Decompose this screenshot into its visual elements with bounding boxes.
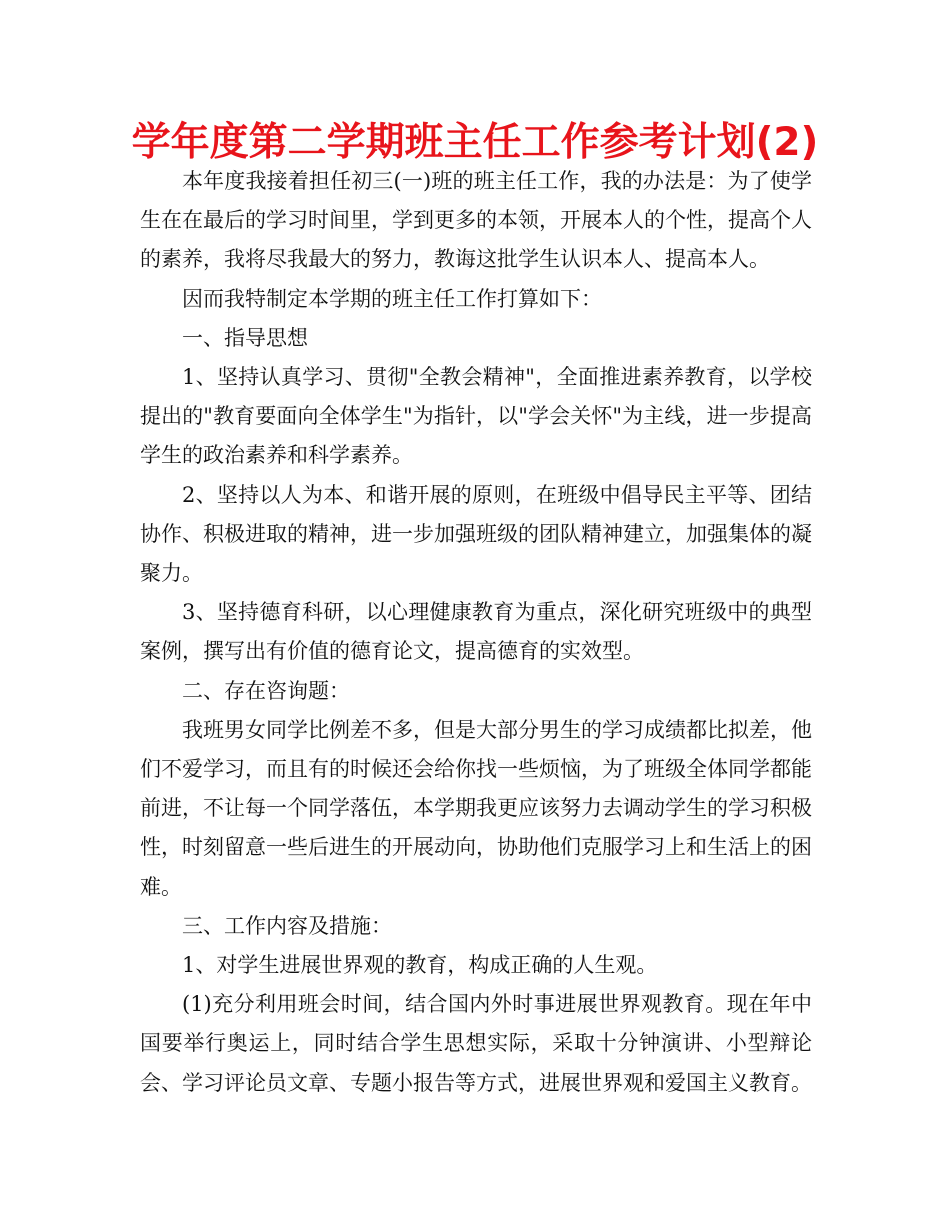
paragraph: 1、坚持认真学习、贯彻"全教会精神"，全面推进素养教育，以学校提出的"教育要面向全体学生"为指针，以"学会关怀"为主线，进一步提高学生的政治素养和科学素养。 — [140, 365, 812, 468]
paragraph: 我班男女同学比例差不多，但是大部分男生的学习成绩都比拟差，他们不爱学习，而且有的时候还会给你找一些烦恼，为了班级全体同学都能前进，不让每一个同学落伍，本学期我更应该努力去调动学生的学习积极性，时刻留意一些后进生的开展动向，协助他们克服学习上和生活上的困难。 — [140, 717, 812, 899]
paragraph: 1、对学生进展世界观的教育，构成正确的人生观。 — [182, 953, 658, 978]
section-heading: 三、工作内容及措施： — [182, 913, 392, 938]
document-body — [140, 162, 812, 1103]
paragraph: 本年度我接着担任初三(一)班的班主任工作，我的办法是：为了使学生在在最后的学习时间里，学到更多的本领，开展本人的个性，提高个人的素养，我将尽我最大的努力，教诲这批学生认识本人、提高本人。 — [140, 169, 812, 272]
section-heading: 二、存在咨询题： — [182, 678, 350, 703]
paragraph: 3、坚持德育科研，以心理健康教育为重点，深化研究班级中的典型案例，撰写出有价值的德育论文，提高德育的实效型。 — [140, 600, 812, 664]
paragraph: (1)充分利用班会时间，结合国内外时事进展世界观教育。现在年中国要举行奥运上，同时结合学生思想实际，采取十分钟演讲、小型辩论会、学习评论员文章、专题小报告等方式，进展世界观和爱国主义教育。 — [140, 992, 812, 1095]
paragraph: 2、坚持以人为本、和谐开展的原则，在班级中倡导民主平等、团结协作、积极进取的精神，进一步加强班级的团队精神建立，加强集体的凝聚力。 — [140, 482, 812, 586]
section-heading: 一、指导思想 — [182, 325, 308, 350]
paragraph: 因而我特制定本学期的班主任工作打算如下： — [182, 286, 602, 311]
document-title: 学年度第二学期班主任工作参考计划(2) — [131, 120, 819, 165]
